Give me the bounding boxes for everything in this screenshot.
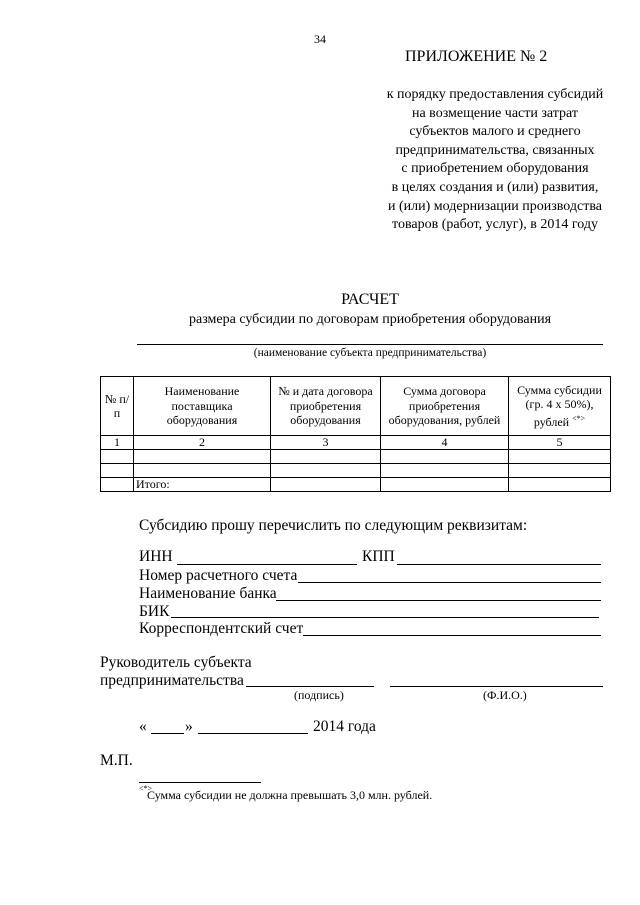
footnote-ref: <*> — [572, 413, 586, 423]
account-number-field[interactable] — [298, 582, 601, 583]
calculation-title: РАСЧЕТ — [341, 291, 399, 308]
table-cell[interactable] — [509, 464, 611, 478]
table-cell[interactable] — [271, 464, 381, 478]
head-label-line1: Руководитель субъекта — [100, 654, 252, 671]
column-number: 1 — [101, 436, 134, 450]
col-header-subsidy-sum — [509, 377, 611, 436]
bik-label: БИК — [139, 603, 170, 620]
order-line: товаров (работ, услуг), в 2014 году — [392, 217, 598, 233]
table-cell[interactable] — [101, 450, 134, 464]
table-cell[interactable] — [271, 478, 381, 492]
footnote-text: Сумма субсидии не должна превышать 3,0 млн. рублей. — [147, 788, 433, 802]
calculation-subtitle: размера субсидии по договорам приобретения оборудования — [188, 312, 552, 327]
table-cell[interactable] — [509, 478, 611, 492]
signature-caption: (подпись) — [294, 688, 344, 702]
col-header-contract: № и дата договора приобретения оборудования — [271, 377, 381, 436]
kpp-label: КПП — [362, 548, 395, 565]
entity-name-caption: (наименование субъекта предпринимательства) — [253, 347, 487, 359]
corr-account-label: Корреспондентский счет — [139, 620, 304, 637]
total-row — [101, 478, 611, 492]
full-name-caption: (Ф.И.О.) — [483, 688, 527, 702]
order-line: предпринимательства, связанных — [395, 142, 595, 158]
table-cell — [101, 478, 134, 492]
column-number: 3 — [271, 436, 381, 450]
footnote-mark: <*> — [139, 784, 153, 793]
inn-label: ИНН — [139, 548, 173, 565]
order-line: на возмещение части затрат — [411, 105, 579, 121]
table-cell[interactable] — [101, 464, 134, 478]
kpp-field[interactable] — [397, 564, 601, 565]
date-day-field[interactable] — [151, 733, 184, 734]
order-reference — [345, 86, 640, 235]
appendix-title: ПРИЛОЖЕНИЕ № 2 — [405, 48, 548, 65]
inn-field[interactable] — [177, 564, 357, 565]
order-line: субъектов малого и среднего — [409, 124, 581, 140]
entity-name-line[interactable] — [137, 344, 603, 345]
table-cell[interactable] — [381, 464, 509, 478]
signature-field[interactable] — [246, 686, 374, 687]
table-header-row — [101, 377, 611, 436]
head-label-line2: предпринимательства — [100, 672, 244, 689]
column-number-row — [101, 436, 611, 450]
order-line: и (или) модернизации производства — [387, 198, 602, 214]
full-name-field[interactable] — [390, 686, 603, 687]
subsidy-header-text: Сумма субсидии (гр. 4 х 50%), рублей — [517, 382, 602, 429]
col-header-supplier: Наименование поставщика оборудования — [134, 377, 271, 436]
date-open-quote: « — [139, 718, 147, 735]
order-line: к порядку предоставления субсидий — [386, 87, 604, 102]
corr-account-field[interactable] — [303, 635, 601, 636]
date-year-text: 2014 года — [313, 718, 376, 735]
table-row — [101, 450, 611, 464]
subsidy-table — [100, 376, 611, 492]
bik-field[interactable] — [171, 617, 599, 618]
column-number: 5 — [509, 436, 611, 450]
table-row — [101, 464, 611, 478]
order-line: с приобретением оборудования — [401, 161, 589, 177]
column-number: 4 — [381, 436, 509, 450]
transfer-request-text: Субсидию прошу перечислить по следующим реквизитам: — [139, 517, 528, 534]
date-close-quote: » — [185, 718, 193, 735]
column-number: 2 — [134, 436, 271, 450]
bank-name-field[interactable] — [276, 600, 601, 601]
col-header-number: № п/п — [101, 377, 134, 436]
col-header-contract-sum: Сумма договора приобретения оборудования, рублей — [381, 377, 509, 436]
order-line: в целях создания и (или) развития, — [391, 179, 599, 195]
table-cell[interactable] — [509, 450, 611, 464]
table-cell[interactable] — [134, 464, 271, 478]
table-cell[interactable] — [381, 450, 509, 464]
table-cell[interactable] — [271, 450, 381, 464]
account-number-label: Номер расчетного счета — [139, 567, 298, 584]
bank-name-label: Наименование банка — [139, 585, 277, 602]
date-month-field[interactable] — [198, 733, 308, 734]
table-cell[interactable] — [381, 478, 509, 492]
footnote-separator — [139, 782, 261, 783]
stamp-place: М.П. — [100, 752, 133, 769]
table-cell[interactable] — [134, 450, 271, 464]
page-number: 34 — [314, 32, 326, 46]
total-label: Итого: — [134, 478, 271, 492]
